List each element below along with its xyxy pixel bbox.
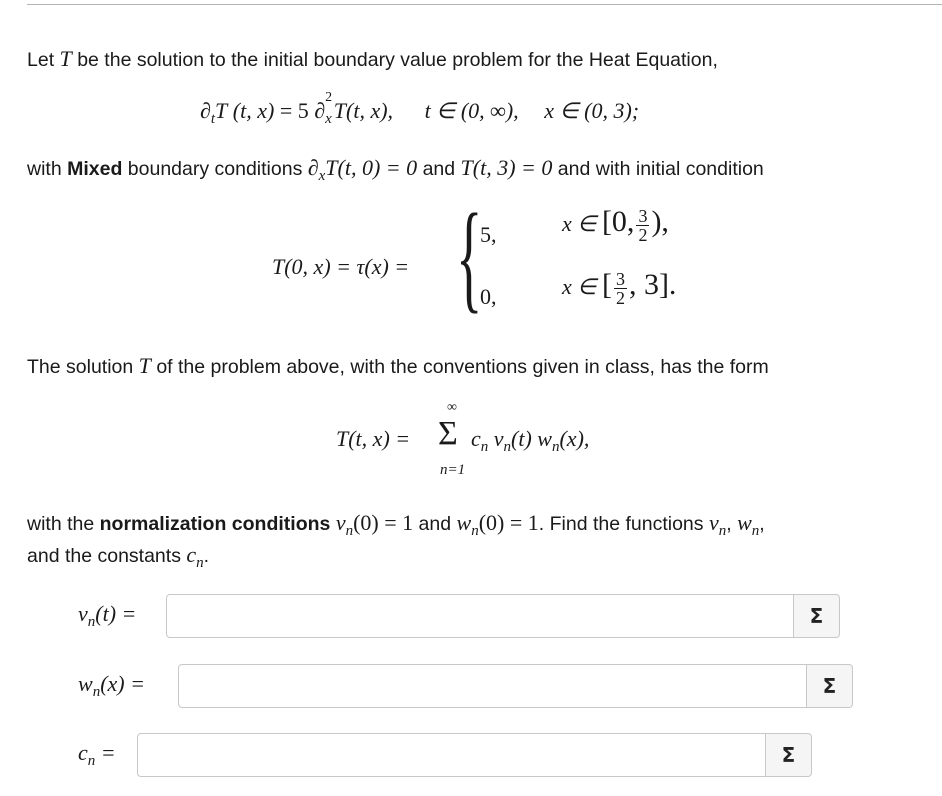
wn-equation-editor-button[interactable]: Σ — [807, 664, 853, 708]
series-lower: n=1 — [440, 462, 466, 478]
normalization-text: with the normalization conditions $v_n(0) = 1$ and $w_n(0) = 1$. Find the functions $v_n$, $w_n$, — [27, 510, 765, 539]
vn-input[interactable] — [166, 594, 794, 638]
solution-text: The solution T of the problem above, with the conventions given in class, has the form — [27, 353, 769, 378]
sum-symbol: Σ — [438, 415, 458, 452]
wn-input[interactable] — [178, 664, 807, 708]
wn-label: $w_n(x)$ = — [78, 671, 145, 700]
case2-value: 0, — [480, 284, 497, 309]
cn-label: $c_n$ = — [78, 740, 116, 769]
series-lhs: T(t, x) = — [336, 426, 411, 451]
vn-equation-editor-button[interactable]: Σ — [794, 594, 840, 638]
case2-domain: x ∈ [ $\frac{3}{2}$ , 3]. — [562, 268, 677, 309]
top-divider — [27, 4, 942, 5]
piecewise-brace: { — [456, 189, 483, 324]
cn-equation-editor-button[interactable]: Σ — [766, 733, 812, 777]
series-term: $c_n$ $v_n(t)$ $w_n(x)$, — [471, 426, 590, 455]
series-upper: ∞ — [447, 400, 457, 415]
vn-label: $v_n(t)$ = — [78, 601, 137, 630]
initial-condition-lhs: T(0, x) = τ(x) = — [272, 254, 410, 279]
case1-domain: x ∈ [0, $\frac{3}{2}$ ), — [562, 205, 669, 246]
case1-value: 5, — [480, 222, 497, 247]
pde-equation: $\partial_tT$ (t, x) = 5 ∂ 2 $_x$T(t, x), t ∈ (0, ∞), x ∈ (0, 3); — [200, 90, 640, 127]
boundary-conditions-text: with Mixed boundary conditions $\partial_xT(t$, 0) = 0 and T(t, 3) = 0 and with initial condition — [27, 155, 764, 184]
cn-input[interactable] — [137, 733, 766, 777]
intro-text: Let T be the solution to the initial boundary value problem for the Heat Equation, — [27, 46, 718, 71]
normalization-text-line2: and the constants $c_n$. — [27, 542, 210, 571]
